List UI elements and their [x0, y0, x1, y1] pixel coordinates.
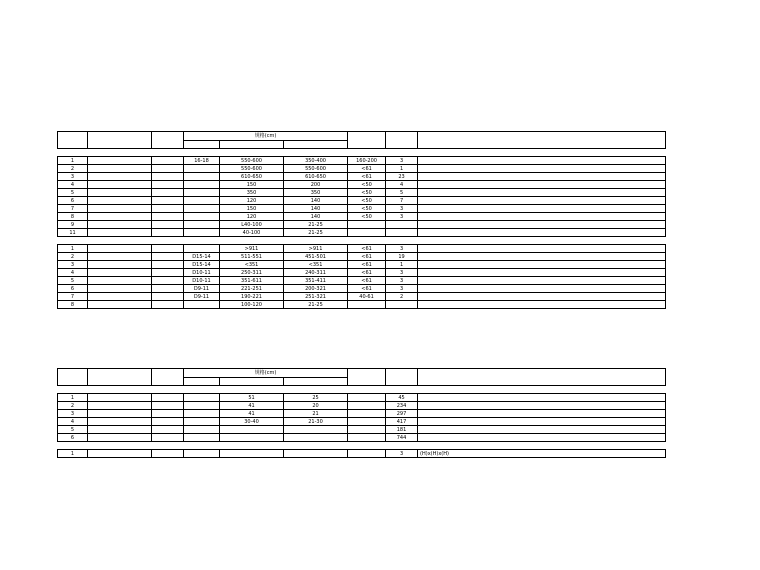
- table-row: [58, 181, 666, 189]
- table-cell: [220, 434, 284, 442]
- table-cell: [88, 229, 152, 237]
- table-cell: [184, 450, 220, 458]
- table-cell: [88, 434, 152, 442]
- header-unit: [152, 369, 184, 386]
- table-cell: [184, 213, 220, 221]
- table-cell: 7: [386, 197, 418, 205]
- table-cell: [418, 293, 666, 301]
- table-cell: [184, 165, 220, 173]
- table-cell: [88, 293, 152, 301]
- table-cell: [184, 221, 220, 229]
- table-cell: [152, 402, 184, 410]
- table-cell: [184, 229, 220, 237]
- table-cell: 120: [220, 197, 284, 205]
- table-cell: [418, 205, 666, 213]
- table-row: [58, 205, 666, 213]
- table-cell: 8: [58, 213, 88, 221]
- table-cell: D10-11: [184, 277, 220, 285]
- table-cell: 30-40: [220, 418, 284, 426]
- table-cell: D9-11: [184, 285, 220, 293]
- table-cell: 550-600: [220, 165, 284, 173]
- table-cell: [348, 229, 386, 237]
- table-cell: <50: [348, 181, 386, 189]
- table-row: [58, 229, 666, 237]
- table-cell: [184, 301, 220, 309]
- table-cell: [152, 229, 184, 237]
- table-cell: 610-650: [284, 173, 348, 181]
- header-spec-col: [184, 141, 220, 149]
- table-cell: [348, 402, 386, 410]
- table-cell: [184, 189, 220, 197]
- table-cell: [152, 450, 184, 458]
- table-cell: [184, 245, 220, 253]
- table-cell: [184, 434, 220, 442]
- table-cell: [152, 293, 184, 301]
- table-cell: 160-200: [348, 157, 386, 165]
- table-cell: 297: [386, 410, 418, 418]
- table-row: [58, 402, 666, 410]
- table-cell: [284, 434, 348, 442]
- table-cell: <61: [348, 173, 386, 181]
- table-cell: [348, 410, 386, 418]
- table-cell: [152, 269, 184, 277]
- section-row: [58, 237, 666, 245]
- table-cell: 550-600: [284, 165, 348, 173]
- header-qty: [386, 132, 418, 149]
- table-cell: 221-251: [220, 285, 284, 293]
- table-cell: 4: [58, 418, 88, 426]
- table-row: [58, 434, 666, 442]
- table-cell: [418, 189, 666, 197]
- table-cell: L40-100: [220, 221, 284, 229]
- table-cell: [220, 450, 284, 458]
- table-cell: [88, 205, 152, 213]
- table-cell: <50: [348, 189, 386, 197]
- table-row: [58, 293, 666, 301]
- table-cell: [418, 410, 666, 418]
- table-row: [58, 285, 666, 293]
- table-cell: 350: [284, 189, 348, 197]
- table-cell: 190-221: [220, 293, 284, 301]
- table-cell: [184, 394, 220, 402]
- table-cell: [152, 205, 184, 213]
- table-cell: [418, 253, 666, 261]
- table-cell: [184, 426, 220, 434]
- table-row: [58, 245, 666, 253]
- table-cell: 7: [58, 293, 88, 301]
- table-cell: >911: [220, 245, 284, 253]
- table-row: [58, 418, 666, 426]
- table-cell: [88, 269, 152, 277]
- table-row: [58, 213, 666, 221]
- table-cell: [418, 213, 666, 221]
- table-row: [58, 410, 666, 418]
- header-spec-col: [284, 141, 348, 149]
- table-cell: [88, 245, 152, 253]
- table-cell: 21-25: [284, 229, 348, 237]
- table-cell: 40-61: [348, 293, 386, 301]
- table-cell: [88, 426, 152, 434]
- table-row: [58, 394, 666, 402]
- table-cell: [418, 245, 666, 253]
- table-cell: [88, 261, 152, 269]
- table-cell: 4: [386, 181, 418, 189]
- table-cell: 181: [386, 426, 418, 434]
- table-row: [58, 173, 666, 181]
- section-row: [58, 149, 666, 157]
- table-cell: 41: [220, 402, 284, 410]
- table-cell: [88, 165, 152, 173]
- table-cell: [152, 181, 184, 189]
- plant-table-trees: [57, 131, 666, 309]
- table-cell: 9: [58, 221, 88, 229]
- table-cell: 23: [386, 173, 418, 181]
- table-row: [58, 221, 666, 229]
- table-cell: [418, 394, 666, 402]
- table-row: [58, 301, 666, 309]
- table-cell: [88, 277, 152, 285]
- table-cell: [184, 402, 220, 410]
- header-idx: [58, 132, 88, 149]
- table-cell: [220, 426, 284, 434]
- table-cell: [152, 301, 184, 309]
- table-cell: 200-321: [284, 285, 348, 293]
- table-cell: [152, 418, 184, 426]
- table-cell: <50: [348, 205, 386, 213]
- table-cell: [184, 205, 220, 213]
- table-cell: 150: [220, 205, 284, 213]
- table-row: [58, 261, 666, 269]
- table-cell: [418, 197, 666, 205]
- table-cell: 1: [386, 165, 418, 173]
- table-cell: 51: [220, 394, 284, 402]
- table-cell: 3: [58, 261, 88, 269]
- table-cell: [418, 165, 666, 173]
- table-cell: 41: [220, 410, 284, 418]
- table-cell: [88, 173, 152, 181]
- table-cell: [152, 434, 184, 442]
- table-cell: 3: [386, 157, 418, 165]
- table-cell: 25: [284, 394, 348, 402]
- table-cell: <61: [348, 277, 386, 285]
- table-cell: [152, 410, 184, 418]
- header-remark: [418, 132, 666, 149]
- table-cell: [88, 394, 152, 402]
- table-cell: 19: [386, 253, 418, 261]
- table-cell: <61: [348, 261, 386, 269]
- table-cell: [88, 181, 152, 189]
- section-title: [58, 237, 666, 245]
- table-cell: [152, 285, 184, 293]
- table-cell: D15-14: [184, 261, 220, 269]
- table-cell: 200: [284, 181, 348, 189]
- table-row: [58, 165, 666, 173]
- header-unit: [152, 132, 184, 149]
- table-cell: [88, 450, 152, 458]
- table-cell: [152, 394, 184, 402]
- table-cell: [88, 157, 152, 165]
- table-cell: [184, 173, 220, 181]
- table-cell: [348, 394, 386, 402]
- table-cell: 1: [58, 245, 88, 253]
- header-name: [88, 369, 152, 386]
- header-spec-col: [220, 378, 284, 386]
- table-cell: [348, 418, 386, 426]
- table-cell: 5: [58, 189, 88, 197]
- header-spec-group: 规格(cm): [184, 369, 348, 378]
- table-cell: [152, 157, 184, 165]
- table-cell: 21-25: [284, 301, 348, 309]
- table-cell: 20: [284, 402, 348, 410]
- table-cell: 5: [58, 426, 88, 434]
- table-cell: 140: [284, 197, 348, 205]
- table-cell: [88, 285, 152, 293]
- table-cell: [184, 197, 220, 205]
- table-cell: <50: [348, 213, 386, 221]
- table-cell: [152, 253, 184, 261]
- table-cell: 3: [386, 285, 418, 293]
- table-cell: [386, 301, 418, 309]
- table-cell: [152, 426, 184, 434]
- table-cell: 4: [58, 269, 88, 277]
- table-cell: 250-311: [220, 269, 284, 277]
- table-cell: 7: [58, 205, 88, 213]
- table-cell: 5: [58, 277, 88, 285]
- table-cell: 3: [386, 245, 418, 253]
- table-cell: <351: [220, 261, 284, 269]
- header-remark: [418, 369, 666, 386]
- table-cell: <61: [348, 245, 386, 253]
- table-cell: [284, 426, 348, 434]
- table-cell: [184, 410, 220, 418]
- table-cell: 2: [58, 165, 88, 173]
- table-cell: [418, 402, 666, 410]
- table-cell: [418, 229, 666, 237]
- table-cell: 6: [58, 434, 88, 442]
- table-cell: 511-551: [220, 253, 284, 261]
- table-cell: 16-18: [184, 157, 220, 165]
- table-cell: [184, 418, 220, 426]
- table-cell: [386, 229, 418, 237]
- table-cell: [386, 221, 418, 229]
- table-cell: [418, 426, 666, 434]
- table-cell: [88, 213, 152, 221]
- table-cell: [284, 450, 348, 458]
- table-cell: 3: [386, 205, 418, 213]
- table-cell: 3: [386, 450, 418, 458]
- table-cell: 3: [386, 213, 418, 221]
- table-cell: [152, 189, 184, 197]
- table-cell: [418, 301, 666, 309]
- table-cell: <61: [348, 269, 386, 277]
- table-cell: 21-30: [284, 418, 348, 426]
- table-cell: [88, 301, 152, 309]
- table-row: [58, 197, 666, 205]
- table-cell: 251-321: [284, 293, 348, 301]
- table-cell: [152, 173, 184, 181]
- header-divide: [348, 132, 386, 149]
- table-cell: 2: [58, 402, 88, 410]
- table-cell: 5: [386, 189, 418, 197]
- table-cell: 4: [58, 181, 88, 189]
- table-cell: [88, 253, 152, 261]
- section-row: [58, 442, 666, 450]
- table-cell: <61: [348, 285, 386, 293]
- table-cell: 3: [58, 410, 88, 418]
- table-cell: 140: [284, 213, 348, 221]
- table-cell: [152, 261, 184, 269]
- section-row: [58, 386, 666, 394]
- header-qty: [386, 369, 418, 386]
- table-cell: >911: [284, 245, 348, 253]
- table-cell: [88, 418, 152, 426]
- table-cell: 45: [386, 394, 418, 402]
- table-cell: 451-501: [284, 253, 348, 261]
- table-cell: 350: [220, 189, 284, 197]
- table-cell: 100-120: [220, 301, 284, 309]
- table-cell: 610-650: [220, 173, 284, 181]
- table-cell: 1: [58, 450, 88, 458]
- table-cell: [418, 434, 666, 442]
- table-cell: 417: [386, 418, 418, 426]
- table-cell: [348, 301, 386, 309]
- table-cell: D10-11: [184, 269, 220, 277]
- table-cell: 350-400: [284, 157, 348, 165]
- table-cell: D9-11: [184, 293, 220, 301]
- table-cell: <50: [348, 197, 386, 205]
- table-cell: 140: [284, 205, 348, 213]
- table-cell: 6: [58, 197, 88, 205]
- table-cell: 11: [58, 229, 88, 237]
- table-cell: [152, 277, 184, 285]
- table-cell: [88, 402, 152, 410]
- table-cell: [418, 173, 666, 181]
- table-cell: [88, 221, 152, 229]
- table-cell: [152, 165, 184, 173]
- table-cell: [184, 181, 220, 189]
- table-cell: [348, 221, 386, 229]
- table-cell: [348, 426, 386, 434]
- table-cell: [418, 181, 666, 189]
- table-cell: [418, 269, 666, 277]
- table-row: [58, 157, 666, 165]
- header-spec-col: [284, 378, 348, 386]
- table-cell: 3: [386, 277, 418, 285]
- table-cell: 744: [386, 434, 418, 442]
- table-cell: 3: [386, 269, 418, 277]
- table-cell: [348, 434, 386, 442]
- header-spec-col: [184, 378, 220, 386]
- table-cell: 351-611: [220, 277, 284, 285]
- table-row: [58, 450, 666, 458]
- table-cell: 2: [58, 253, 88, 261]
- header-divide: [348, 369, 386, 386]
- table-cell: 40-100: [220, 229, 284, 237]
- table-cell: [152, 245, 184, 253]
- table-cell: [418, 277, 666, 285]
- table-cell: 150: [220, 181, 284, 189]
- table-cell: 2: [386, 293, 418, 301]
- table-cell: 21: [284, 410, 348, 418]
- table-cell: [88, 197, 152, 205]
- section-title: [58, 386, 666, 394]
- header-idx: [58, 369, 88, 386]
- table-cell: 1: [386, 261, 418, 269]
- table-cell: 6: [58, 285, 88, 293]
- header-row: [58, 369, 666, 378]
- table-cell: [152, 197, 184, 205]
- table-cell: (H)x(H)x(H): [418, 450, 666, 458]
- table-cell: 550-600: [220, 157, 284, 165]
- table-cell: 21-25: [284, 221, 348, 229]
- table-row: [58, 253, 666, 261]
- section-title: [58, 442, 666, 450]
- table-cell: [418, 285, 666, 293]
- table-cell: [348, 450, 386, 458]
- header-spec-col: [220, 141, 284, 149]
- table-cell: [418, 261, 666, 269]
- table-cell: [152, 213, 184, 221]
- table-cell: 351-411: [284, 277, 348, 285]
- table-cell: 1: [58, 394, 88, 402]
- table-cell: <61: [348, 253, 386, 261]
- table-row: [58, 426, 666, 434]
- plant-table-shrubs: [57, 368, 666, 458]
- table-row: [58, 277, 666, 285]
- table-cell: [418, 418, 666, 426]
- table-cell: 234: [386, 402, 418, 410]
- table-cell: [88, 189, 152, 197]
- table-cell: <61: [348, 165, 386, 173]
- header-spec-group: 规格(cm): [184, 132, 348, 141]
- table-row: [58, 189, 666, 197]
- table-row: [58, 269, 666, 277]
- table-cell: 1: [58, 157, 88, 165]
- table-cell: 120: [220, 213, 284, 221]
- table-cell: 8: [58, 301, 88, 309]
- table-cell: <351: [284, 261, 348, 269]
- table-cell: [418, 221, 666, 229]
- table-cell: 3: [58, 173, 88, 181]
- header-name: [88, 132, 152, 149]
- table-cell: [152, 221, 184, 229]
- header-row: [58, 132, 666, 141]
- table-cell: [418, 157, 666, 165]
- table-cell: D15-14: [184, 253, 220, 261]
- table-cell: 240-311: [284, 269, 348, 277]
- table-cell: [88, 410, 152, 418]
- section-title: [58, 149, 666, 157]
